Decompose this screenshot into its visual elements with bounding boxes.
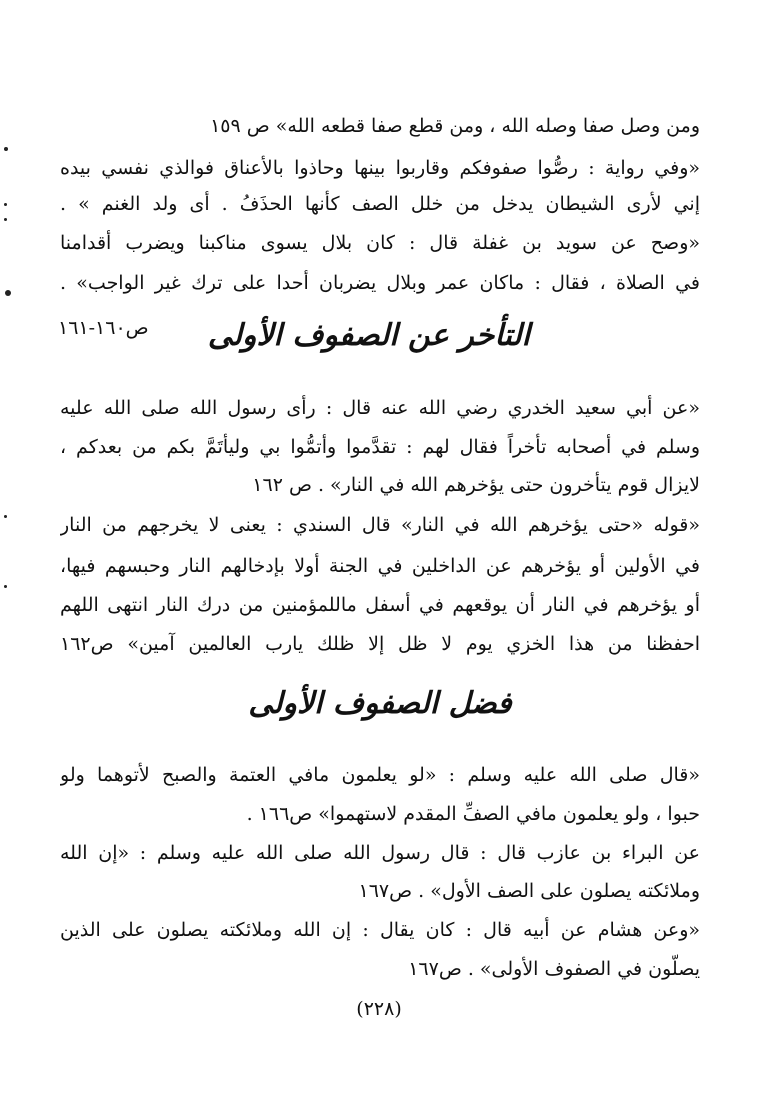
text-line: حبوا ، ولو يعلمون مافي الصفِّ المقدم لاستهموا» ص١٦٦ .: [246, 803, 700, 825]
text-line: «وعن هشام عن أبيه قال : كان يقال : إن الله وملائكته يصلون على الذين: [60, 919, 700, 941]
text-line: «قوله «حتى يؤخرهم الله في النار» قال السندي : يعنى لا يخرجهم من النار: [60, 514, 700, 536]
scan-speck: [4, 147, 8, 151]
page-number: (٢٢٨): [356, 998, 402, 1020]
text-line: وسلم في أصحابه تأخراً فقال لهم : تقدَّموا وأتمُّوا بي وليأتَمَّ بكم من بعدكم ،: [60, 436, 700, 458]
text-line: «وفي رواية : رصُّوا صفوفكم وقاربوا بينها وحاذوا بالأعناق فوالذي نفسي بيده: [60, 157, 700, 179]
section-heading: فضل الصفوف الأولى: [248, 686, 512, 721]
text-line: ومن وصل صفا وصله الله ، ومن قطع صفا قطعه الله» ص ١٥٩: [210, 115, 700, 137]
section-heading: التأخر عن الصفوف الأولى: [207, 318, 530, 353]
text-line: أو يؤخرهم في النار أن يوقعهم في أسفل ماللمؤمنين من درك النار انتهى اللهم: [60, 594, 700, 616]
text-line: إني لأرى الشيطان يدخل من خلل الصف كأنها الحذَفُ . أى ولد الغنم » .: [60, 193, 700, 215]
text-line: لايزال قوم يتأخرون حتى يؤخرهم الله في النار» . ص ١٦٢: [252, 474, 700, 496]
text-line: وملائكته يصلون على الصف الأول» . ص١٦٧: [358, 880, 700, 902]
text-line: احفظنا من هذا الخزي يوم لا ظل إلا ظلك يارب العالمين آمين» ص١٦٢: [60, 633, 700, 655]
text-line: يصلّون في الصفوف الأولى» . ص١٦٧: [408, 958, 700, 980]
scan-speck: [5, 290, 11, 296]
text-line: «وصح عن سويد بن غفلة قال : كان بلال يسوى مناكبنا ويضرب أقدامنا: [60, 232, 700, 254]
text-line: عن البراء بن عازب قال : قال رسول الله صلى الله عليه وسلم : «إن الله: [60, 842, 700, 864]
text-line: «قال صلى الله عليه وسلم : «لو يعلمون مافي العتمة والصبح لأتوهما ولو: [60, 764, 700, 786]
text-line: في الصلاة ، فقال : ماكان عمر وبلال يضربان أحدا على ترك غير الواجب» .: [60, 272, 700, 294]
scan-speck: [4, 585, 7, 588]
scan-speck: [4, 203, 7, 206]
scan-speck: [4, 218, 7, 221]
scan-speck: [4, 515, 7, 518]
page-reference: ص١٦٠-١٦١: [58, 317, 149, 339]
text-line: «عن أبي سعيد الخدري رضي الله عنه قال : رأى رسول الله صلى الله عليه: [60, 397, 700, 419]
text-line: في الأولين أو يؤخرهم عن الداخلين في الجنة أولا بإدخالهم النار وحبسهم فيها،: [60, 555, 700, 577]
